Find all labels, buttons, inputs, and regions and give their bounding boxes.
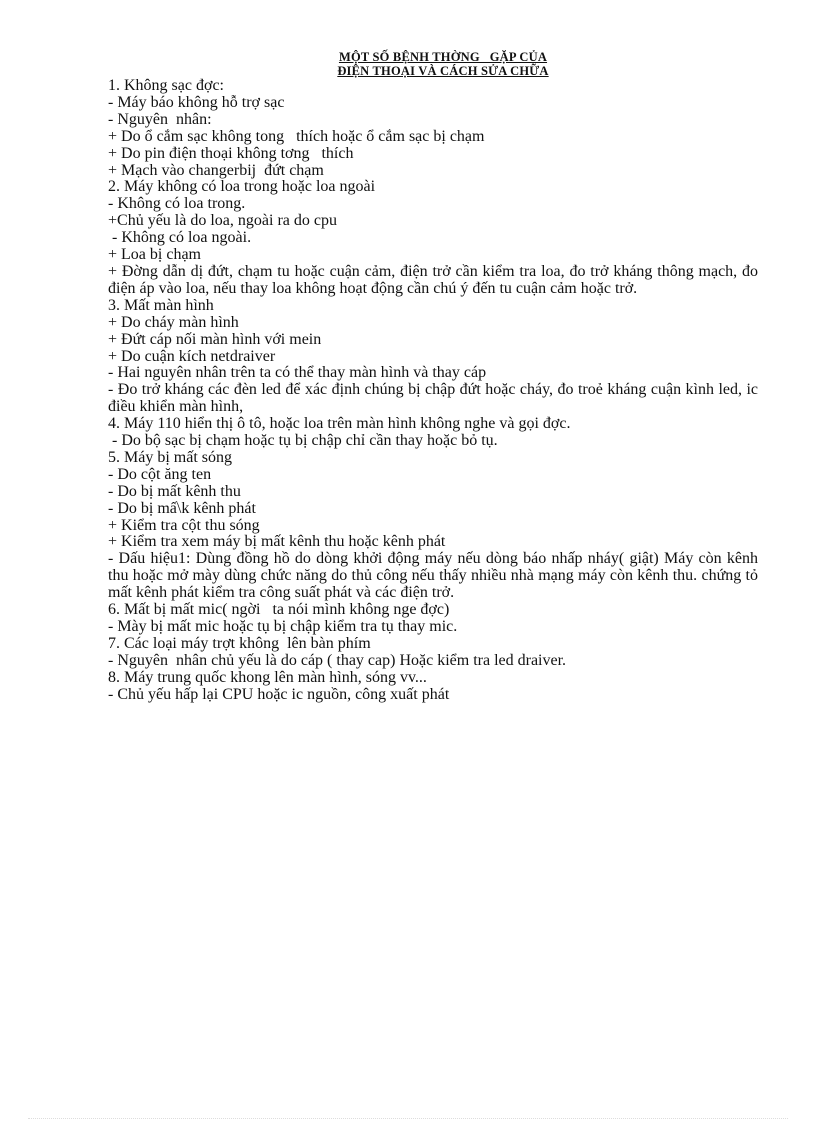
- text-line: - Nguyên nhân chủ yếu là do cáp ( thay cap) Hoặc kiểm tra led draiver.: [108, 651, 567, 669]
- text-line: + Mạch vào changerbij đứt chạm: [108, 161, 324, 179]
- document-title: [35, 50, 816, 78]
- text-line: + Do pin điện thoại không tơng thích: [108, 144, 354, 162]
- text-line: + Do cuận kích netdraiver: [108, 347, 276, 365]
- text-line: 2. Máy không có loa trong hoặc loa ngoài: [108, 178, 376, 196]
- text-line: + Đứt cáp nối màn hình với mein: [108, 330, 322, 348]
- text-line: - Do bị mất kênh thu: [108, 482, 241, 500]
- text-line: - Do bộ sạc bị chạm hoặc tụ bị chập chỉ cần thay hoặc bỏ tụ.: [108, 432, 498, 450]
- title-line-2: ĐIỆN THOẠI VÀ CÁCH SỬA CHỮA: [337, 64, 549, 78]
- text-line: - Hai nguyên nhân trên ta có thể thay màn hình và thay cáp: [108, 364, 487, 382]
- text-line: - Không có loa trong.: [108, 195, 246, 213]
- text-line: - Chủ yếu hấp lại CPU hoặc ic nguồn, công xuất phát: [108, 685, 450, 703]
- text-line: 1. Không sạc đợc:: [108, 77, 224, 94]
- text-line: 4. Máy 110 hiển thị ô tô, hoặc loa trên màn hình không nghe và gọi đợc.: [108, 415, 571, 433]
- text-paragraph: - Dấu hiệu1: Dùng đồng hồ do dòng khởi động máy nếu dòng báo nhấp nháy( giật) Máy còn kênh thu hoặc mở mày dùng chức năng do thủ công nếu thấy nhiều nhà mạng máy còn kênh thu. chứng tỏ mất kênh phát kiểm tra công suất phát và các điện trở.: [108, 550, 758, 602]
- title-line-1: MỘT SỐ BỆNH THỜNG GẶP CỦA: [338, 50, 548, 64]
- text-line: - Do cột ăng ten: [108, 465, 212, 483]
- document-body: [108, 78, 758, 704]
- text-line: 8. Máy trung quốc khong lên màn hình, sóng vv...: [108, 668, 427, 686]
- page-bottom-divider: [28, 1118, 788, 1119]
- text-line: + Loa bị chạm: [108, 246, 201, 264]
- text-line: - Nguyên nhân:: [108, 110, 212, 128]
- text-line: 5. Máy bị mất sóng: [108, 448, 232, 466]
- text-line: + Do ổ cắm sạc không tong thích hoặc ổ cắm sạc bị chạm: [108, 127, 485, 145]
- text-paragraph: + Đờng dẫn dị đứt, chạm tu hoặc cuận cảm, điện trở cần kiểm tra loa, đo trở kháng thông mạch, đo điện áp vào loa, nếu thay loa không hoạt động cần chú ý đến tu cuận cảm hoặc trở.: [108, 262, 758, 297]
- text-line: 7. Các loại máy trợt không lên bàn phím: [108, 634, 371, 652]
- text-line: + Do cháy màn hình: [108, 313, 239, 331]
- text-line: 3. Mất màn hình: [108, 296, 214, 314]
- text-line: + Kiểm tra cột thu sóng: [108, 516, 260, 534]
- text-line: - Mày bị mất mic hoặc tụ bị chập kiểm tra tụ thay mic.: [108, 618, 458, 635]
- text-line: + Kiểm tra xem máy bị mất kênh thu hoặc kênh phát: [108, 533, 446, 551]
- text-line: - Máy báo không hỗ trợ sạc: [108, 93, 285, 111]
- text-line: 6. Mất bị mất mic( ngời ta nói mình không nge đợc): [108, 601, 450, 619]
- text-line: +Chủ yếu là do loa, ngoài ra do cpu: [108, 212, 337, 230]
- text-paragraph: - Đo trở kháng các đèn led để xác định chúng bị chập đứt hoặc cháy, đo troẻ kháng cuận kình led, ic điều khiển màn hình,: [108, 381, 758, 416]
- text-line: - Không có loa ngoài.: [108, 229, 252, 247]
- text-line: - Do bị mấ\k kênh phát: [108, 499, 256, 517]
